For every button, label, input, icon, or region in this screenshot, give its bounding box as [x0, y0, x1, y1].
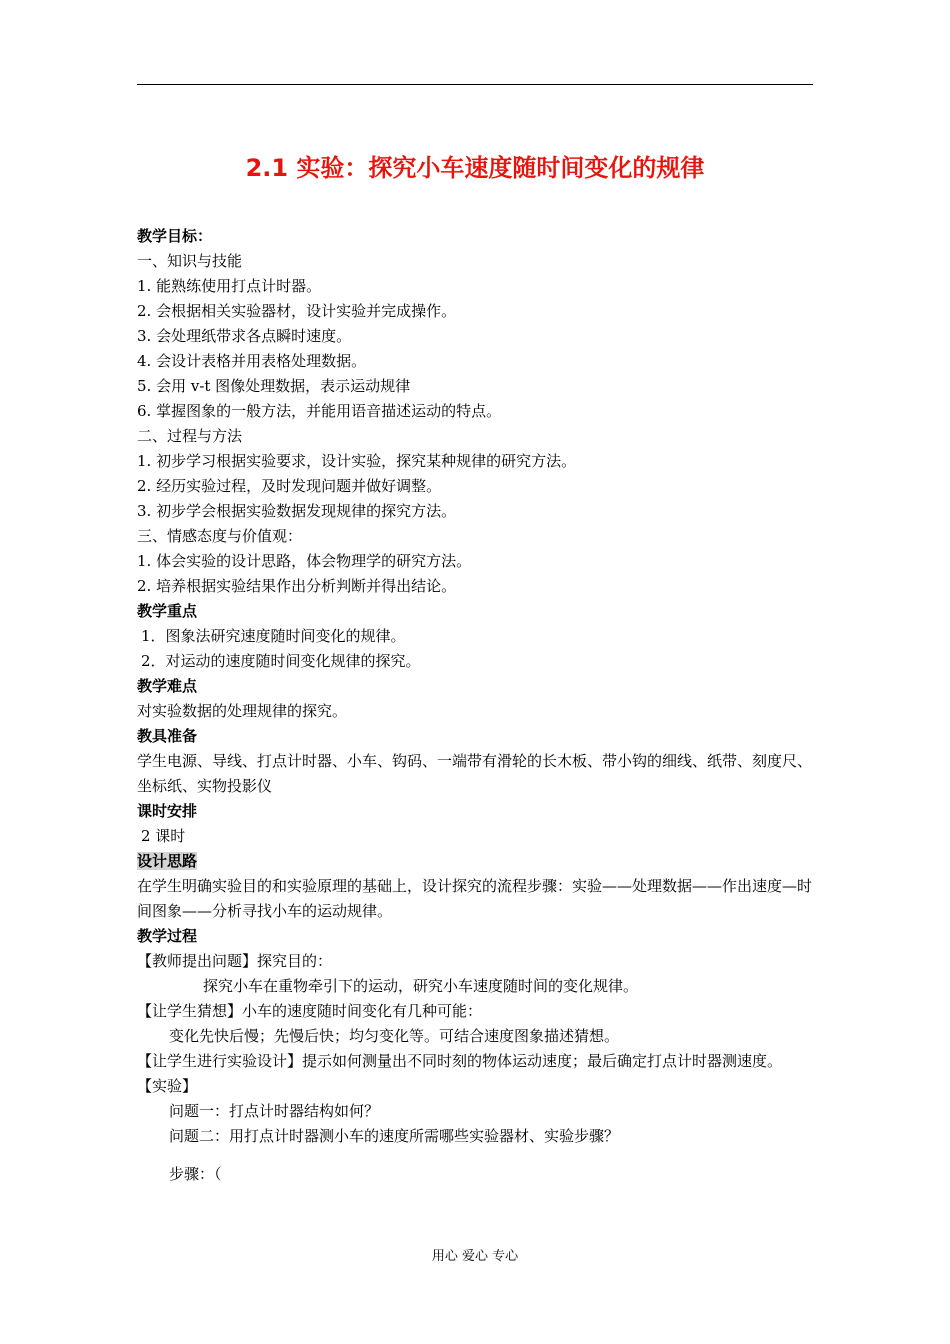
teacher-question-line [137, 949, 817, 974]
emotion-item: 1. 体会实验的设计思路，体会物理学的研究方法。 [137, 552, 472, 570]
equipment-heading: 教具准备 [137, 727, 198, 745]
experiment-design-text: 提示如何测量出不同时刻的物体运动速度；最后确定打点计时器测速度。 [302, 1052, 783, 1070]
knowledge-item: 5. 会用 v-t 图像处理数据，表示运动规律 [137, 377, 411, 395]
teacher-question-label: 【教师提出问题】 [137, 952, 258, 970]
experiment-label: 【实验】 [137, 1077, 198, 1095]
difficulty-heading: 教学难点 [137, 677, 198, 695]
knowledge-item: 3. 会处理纸带求各点瞬时速度。 [137, 327, 352, 345]
student-guess-line [137, 999, 817, 1024]
process-method-item: 3. 初步学会根据实验数据发现规律的探究方法。 [137, 502, 457, 520]
student-guess-detail: 变化先快后慢；先慢后快；均匀变化等。可结合速度图象描述猜想。 [169, 1027, 620, 1045]
header-rule [137, 84, 813, 85]
process-method-item: 1. 初步学习根据实验要求，设计实验，探究某种规律的研究方法。 [137, 452, 577, 470]
design-text: 在学生明确实验目的和实验原理的基础上，设计探究的流程步骤：实验——处理数据——作出速度—时间图象——分析寻找小车的运动规律。 [137, 877, 813, 920]
knowledge-heading: 一、知识与技能 [137, 252, 243, 270]
equipment-text: 学生电源、导线、打点计时器、小车、钩码、一端带有滑轮的长木板、带小钩的细线、纸带、刻度尺、坐标纸、实物投影仪 [137, 752, 813, 795]
experiment-design-paragraph [137, 1049, 817, 1074]
knowledge-item: 1. 能熟练使用打点计时器。 [137, 277, 322, 295]
knowledge-item: 6. 掌握图象的一般方法，并能用语音描述运动的特点。 [137, 402, 502, 420]
difficulty-text: 对实验数据的处理规律的探究。 [137, 702, 348, 720]
document-body [137, 224, 817, 1187]
student-guess-text: 小车的速度随时间变化有几种可能： [242, 1002, 483, 1020]
schedule-text: 2 课时 [141, 827, 186, 845]
key-points-heading: 教学重点 [137, 602, 198, 620]
knowledge-item: 4. 会设计表格并用表格处理数据。 [137, 352, 367, 370]
design-heading: 设计思路 [137, 852, 198, 870]
page-footer: 用心 爱心 专心 [431, 1249, 519, 1264]
emotion-item: 2. 培养根据实验结果作出分析判断并得出结论。 [137, 577, 457, 595]
experiment-design-label: 【让学生进行实验设计】 [137, 1052, 303, 1070]
question-two: 问题二：用打点计时器测小车的速度所需哪些实验器材、实验步骤？ [169, 1127, 620, 1145]
emotion-heading: 三、情感态度与价值观： [137, 527, 303, 545]
process-method-heading: 二、过程与方法 [137, 427, 243, 445]
knowledge-item: 2. 会根据相关实验器材，设计实验并完成操作。 [137, 302, 457, 320]
page-title: 2.1 实验：探究小车速度随时间变化的规律 [245, 154, 705, 182]
process-heading: 教学过程 [137, 927, 198, 945]
teacher-question-text: 探究目的： [257, 952, 333, 970]
steps-text: 步骤：（ [169, 1165, 222, 1183]
teacher-question-detail: 探究小车在重物牵引下的运动，研究小车速度随时间的变化规律。 [203, 977, 639, 995]
student-guess-label: 【让学生猜想】 [137, 1002, 243, 1020]
objectives-heading: 教学目标： [137, 227, 213, 245]
question-one: 问题一：打点计时器结构如何？ [169, 1102, 380, 1120]
schedule-heading: 课时安排 [137, 802, 198, 820]
key-point-item: 1．图象法研究速度随时间变化的规律。 [141, 627, 406, 645]
key-point-item: 2．对运动的速度随时间变化规律的探究。 [141, 652, 421, 670]
process-method-item: 2. 经历实验过程，及时发现问题并做好调整。 [137, 477, 442, 495]
